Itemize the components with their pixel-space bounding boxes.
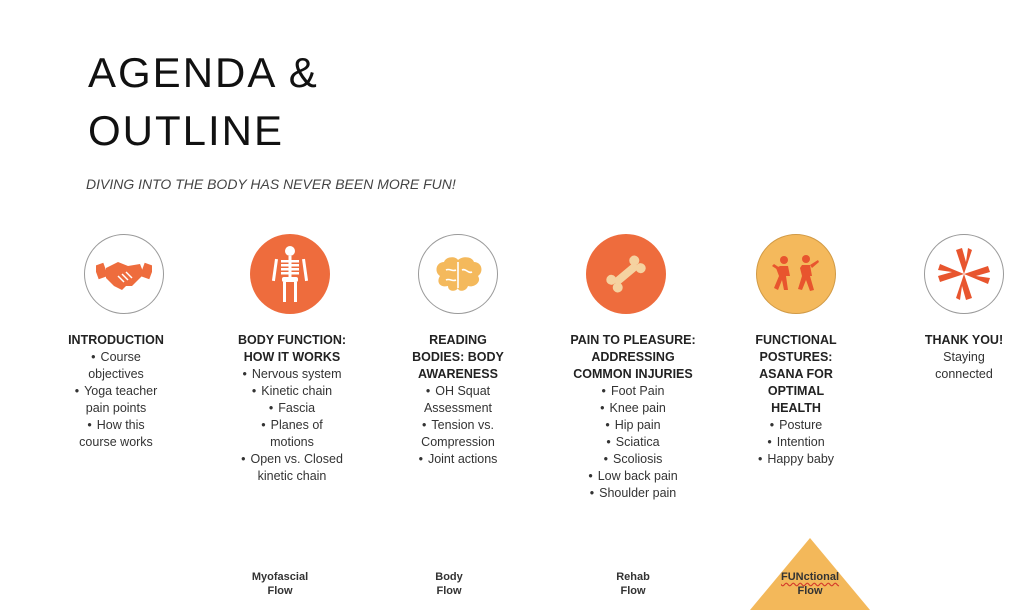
title-line-2: OUTLINE bbox=[88, 107, 285, 154]
dancing-people-icon bbox=[756, 234, 836, 314]
section-functional-postures bbox=[721, 332, 871, 468]
flow-label-body bbox=[404, 570, 494, 598]
list-item: • Shoulder pain bbox=[553, 485, 713, 502]
section-body-function bbox=[212, 332, 372, 485]
flow-line: Body bbox=[435, 571, 463, 583]
title-line-1: AGENDA & bbox=[88, 49, 319, 96]
list-item: • Posture bbox=[721, 417, 871, 434]
handshake-icon bbox=[84, 234, 164, 314]
skeleton-icon bbox=[250, 234, 330, 314]
list-item: • Scoliosis bbox=[553, 451, 713, 468]
list-item: • Open vs. Closed kinetic chain bbox=[212, 451, 372, 485]
list-item: • Foot Pain bbox=[553, 383, 713, 400]
list-item: • Sciatica bbox=[553, 434, 713, 451]
section-reading-bodies bbox=[383, 332, 533, 468]
flow-line: Flow bbox=[436, 585, 462, 597]
flow-line: Flow bbox=[620, 585, 646, 597]
section-heading: PAIN TO PLEASURE: ADDRESSING COMMON INJURIES bbox=[570, 333, 696, 381]
section-heading: FUNCTIONAL POSTURES: ASANA FOR OPTIMAL HEALTH bbox=[755, 333, 837, 415]
flow-label-functional bbox=[765, 570, 855, 598]
flow-label-myofascial bbox=[235, 570, 325, 598]
list-item: • Kinetic chain bbox=[212, 383, 372, 400]
flow-line: Flow bbox=[267, 585, 293, 597]
brain-icon bbox=[418, 234, 498, 314]
list-item: • OH Squat Assessment bbox=[383, 383, 533, 417]
hands-together-icon bbox=[924, 234, 1004, 314]
list-item: • Nervous system bbox=[212, 366, 372, 383]
section-introduction bbox=[41, 332, 191, 451]
section-heading: INTRODUCTION bbox=[68, 333, 164, 347]
section-pain-to-pleasure bbox=[553, 332, 713, 502]
list-item: • Tension vs. Compression bbox=[383, 417, 533, 451]
bone-icon bbox=[586, 234, 666, 314]
flow-label-rehab bbox=[588, 570, 678, 598]
list-item: • Fascia bbox=[212, 400, 372, 417]
page-subtitle: DIVING INTO THE BODY HAS NEVER BEEN MORE FUN! bbox=[86, 176, 456, 192]
list-item: • Course objectives bbox=[41, 349, 191, 383]
section-thank-you bbox=[894, 332, 1024, 383]
list-item: • Happy baby bbox=[721, 451, 871, 468]
section-heading: BODY FUNCTION: HOW IT WORKS bbox=[237, 333, 347, 364]
flow-line: Myofascial bbox=[251, 571, 309, 583]
section-subtext: Staying connected bbox=[935, 350, 993, 381]
page-title bbox=[88, 44, 488, 160]
list-item: • Knee pain bbox=[553, 400, 713, 417]
list-item: • Yoga teacher pain points bbox=[41, 383, 191, 417]
list-item: • Joint actions bbox=[383, 451, 533, 468]
section-heading: THANK YOU! bbox=[924, 333, 1004, 347]
list-item: • How this course works bbox=[41, 417, 191, 451]
flow-line: Rehab bbox=[616, 571, 650, 583]
list-item: • Hip pain bbox=[553, 417, 713, 434]
list-item: • Low back pain bbox=[553, 468, 713, 485]
flow-line: Flow bbox=[797, 585, 823, 597]
list-item: • Planes of motions bbox=[212, 417, 372, 451]
list-item: • Intention bbox=[721, 434, 871, 451]
section-heading: READING BODIES: BODY AWARENESS bbox=[412, 333, 504, 381]
flow-line: FUNctional bbox=[780, 571, 840, 583]
